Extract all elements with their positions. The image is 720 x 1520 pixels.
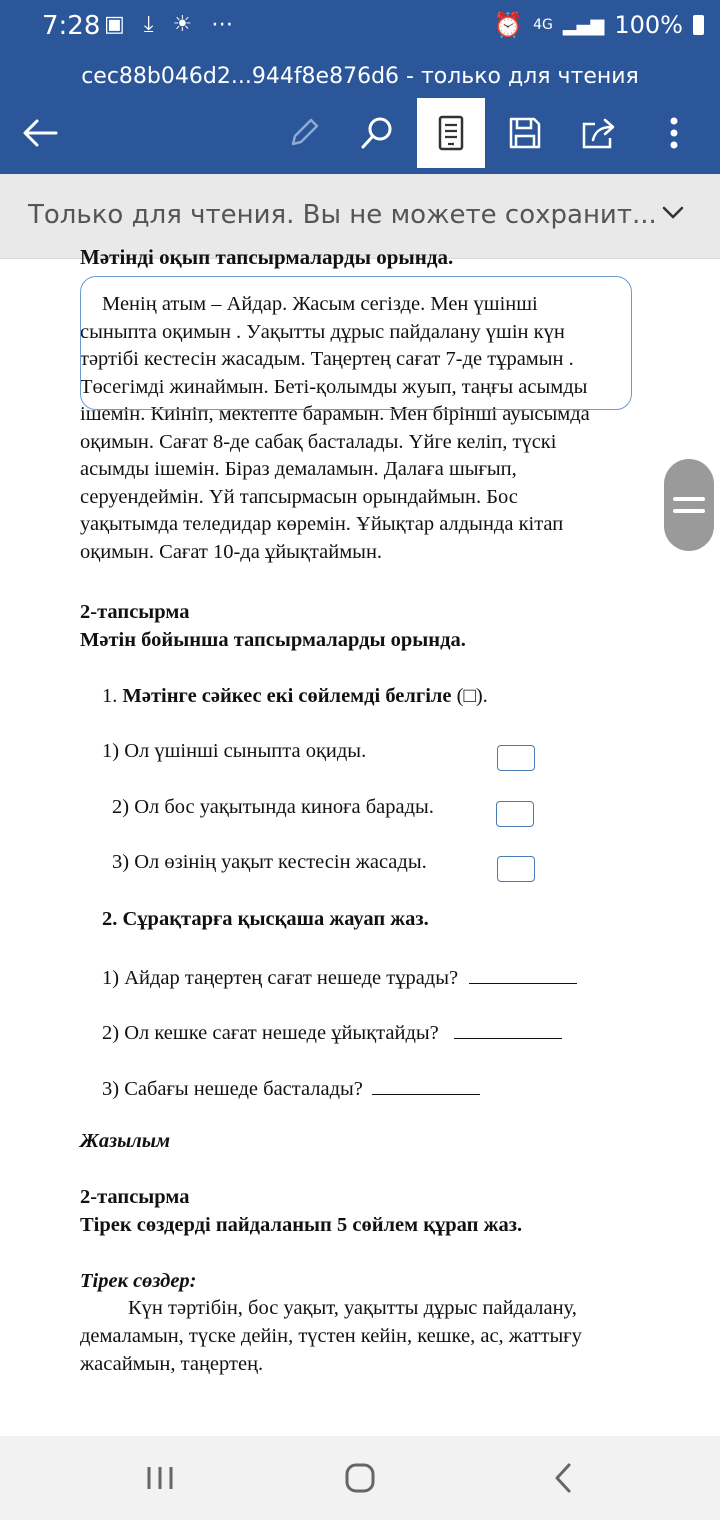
save-button[interactable] [491, 98, 559, 168]
task2b-title: 2-тапсырма [80, 1186, 190, 1208]
paragraph-line: тәртібі кестесін жасадым. Таңертең сағат 7-де тұрамын . [80, 348, 574, 370]
task2-subtitle: Мәтін бойынша тапсырмаларды орында. [80, 629, 466, 651]
more-vertical-icon [669, 116, 679, 150]
weather-icon: ☀ [172, 12, 199, 37]
answer-line-1[interactable] [469, 963, 577, 984]
recents-icon [146, 1465, 174, 1491]
alarm-icon: ⏰ [493, 11, 524, 39]
document-page[interactable] [0, 245, 720, 1436]
statement-3-checkbox[interactable] [497, 856, 535, 882]
banner-expand-button[interactable] [662, 206, 684, 225]
short-question-1-text: 1) Айдар таңертең сағат нешеде тұрады? [102, 967, 459, 989]
more-dots-icon: ⋯ [211, 12, 240, 37]
home-icon [345, 1463, 375, 1493]
fast-scroll-handle[interactable] [664, 459, 714, 551]
paragraph-line: уақытымда теледидар көремін. Ұйықтар алдында кітап [80, 513, 564, 535]
paragraph-line: асымды ішемін. Біраз демаламын. Далаға шығып, [80, 458, 517, 480]
question-2-title: 2. Сұрақтарға қысқаша жауап жаз. [102, 908, 429, 930]
floppy-disk-icon [508, 116, 542, 150]
answer-line-3[interactable] [372, 1074, 480, 1095]
recents-button[interactable] [130, 1456, 190, 1500]
pencil-icon [287, 116, 321, 150]
back-icon [554, 1463, 572, 1493]
question-1-suffix: (□). [456, 685, 488, 707]
question-1 [102, 685, 488, 708]
status-notification-icons [104, 12, 239, 37]
statement-2-checkbox[interactable] [496, 801, 534, 827]
short-question-3-text: 3) Сабағы нешеде басталады? [102, 1078, 363, 1100]
question-1-text: Мәтінге сәйкес екі сөйлемді белгіле [122, 685, 452, 707]
short-question-1 [102, 963, 577, 990]
paragraph-line: Төсегімді жинаймын. Беті-қолымды жуып, таңғы асымды [80, 375, 588, 398]
document-title: cec88b046d2...944f8e876d6 - только для чтения [81, 64, 639, 89]
status-right [493, 11, 704, 39]
status-bar [0, 0, 720, 54]
keywords-line: Күн тәртібін, бос уақыт, уақытты дұрыс пайдалану, [128, 1297, 577, 1319]
paragraph-line: ішемін. Киініп, мектепте барамын. Мен бірінші ауысымда [80, 403, 590, 425]
chevron-down-icon [662, 206, 684, 220]
search-button[interactable] [343, 98, 411, 168]
reading-view-button[interactable] [417, 98, 485, 168]
text-callout-box [80, 276, 632, 410]
system-nav-bar [0, 1436, 720, 1520]
short-question-2-text: 2) Ол кешке сағат нешеде ұйықтайды? [102, 1022, 439, 1044]
short-question-2 [102, 1018, 562, 1045]
statement-3: 3) Ол өзінің уақыт кестесін жасады. [112, 851, 427, 873]
statement-1: 1) Ол үшінші сыныпта оқиды. [102, 740, 367, 762]
share-icon [581, 116, 617, 150]
back-nav-button[interactable] [533, 1456, 593, 1500]
statement-2: 2) Ол бос уақытында киноға барады. [112, 796, 434, 818]
handle-grip-line [673, 509, 705, 513]
image-icon: ▣ [104, 12, 131, 37]
answer-line-2[interactable] [454, 1018, 562, 1039]
keywords-line: жасаймын, таңертең. [80, 1353, 264, 1375]
battery-label: 100% [614, 11, 683, 39]
more-options-button[interactable] [640, 98, 708, 168]
keywords-line: демаламын, түске дейін, түстен кейін, кешке, ас, жаттығу [80, 1325, 582, 1347]
download-icon: ⤓ [143, 12, 160, 37]
writing-section-title: Жазылым [80, 1130, 171, 1152]
task2-title: 2-тапсырма [80, 601, 190, 623]
arrow-left-icon [22, 118, 58, 148]
paragraph-line: серуендеймін. Үй тапсырмасын орындаймын. Бос [80, 485, 518, 508]
banner-text: Только для чтения. Вы не можете сохранит... [28, 200, 657, 230]
question-1-number: 1. [102, 685, 118, 707]
app-bar [0, 54, 720, 174]
paragraph-line: оқимын. Сағат 8-де сабақ басталады. Үйге келіп, түскі [80, 430, 557, 453]
home-button[interactable] [330, 1456, 390, 1500]
paragraph-line: оқимын. Сағат 10-да ұйықтаймын. [80, 540, 383, 563]
paragraph-line: Менің атым – Айдар. Жасым сегізде. Мен үшінші [102, 293, 538, 315]
keywords-label: Тірек сөздер: [80, 1270, 197, 1292]
handle-grip-line [673, 497, 705, 501]
reading-view-icon [437, 115, 465, 151]
statement-1-checkbox[interactable] [497, 745, 535, 771]
status-time: 7:28 [42, 11, 101, 41]
back-button[interactable] [6, 98, 74, 168]
edit-button[interactable] [270, 98, 338, 168]
search-icon [359, 115, 395, 151]
paragraph-line: сыныпта оқимын . Уақытты дұрыс пайдалану үшін күн [80, 320, 565, 343]
network-label: 4G [533, 17, 553, 33]
battery-icon [693, 15, 704, 35]
share-button[interactable] [565, 98, 633, 168]
signal-icon: ▂▄▆ [562, 14, 605, 36]
partial-heading: Мәтінді оқып тапсырмаларды орында. [80, 245, 454, 269]
short-question-3 [102, 1074, 480, 1101]
task2b-subtitle: Тірек сөздерді пайдаланып 5 сөйлем құрап жаз. [80, 1214, 523, 1236]
